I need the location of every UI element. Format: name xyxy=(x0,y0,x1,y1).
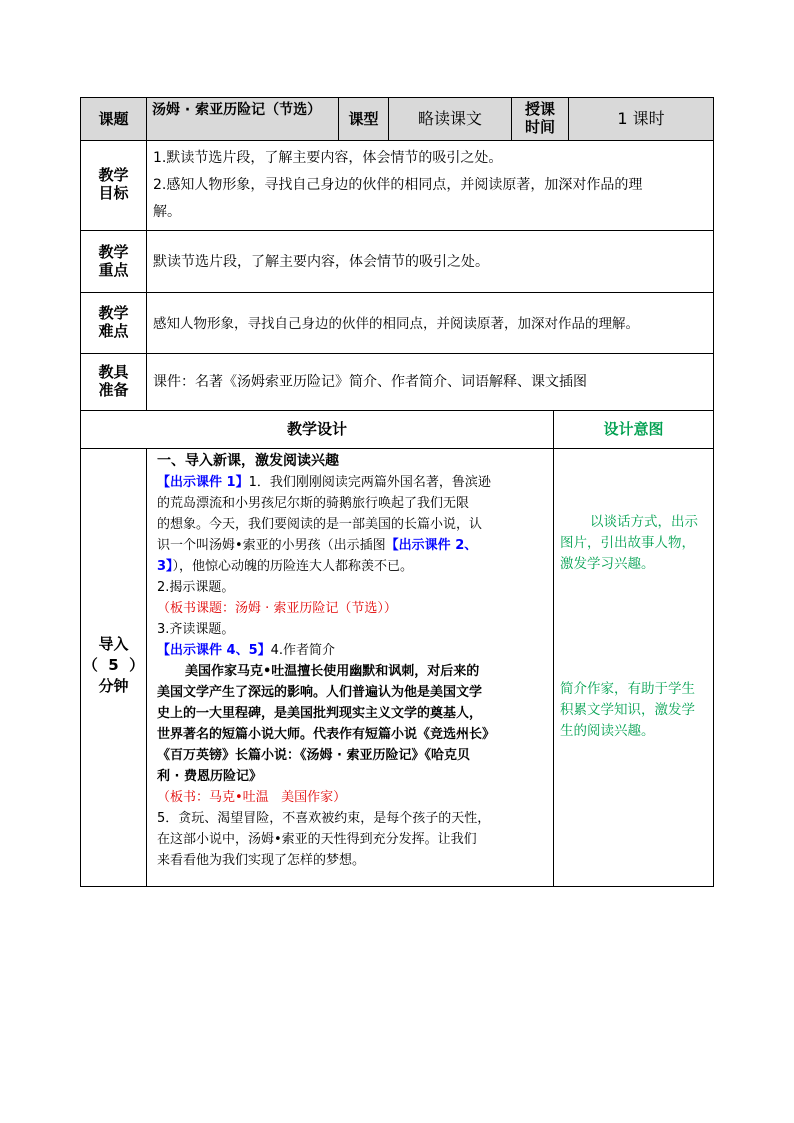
section-label-line3: 分钟 xyxy=(98,677,129,695)
section-line: 的荒岛漂流和小男孩尼尔斯的骑鹅旅行唤起了我们无限 xyxy=(157,496,470,511)
section-content xyxy=(157,451,551,871)
table-border-left xyxy=(80,97,81,887)
board-note: （板书：马克•吐温 美国作家） xyxy=(157,790,347,805)
type-label: 课型 xyxy=(348,110,379,128)
table-line xyxy=(80,292,714,293)
author-intro-line: 史上的一大里程碑，是美国批判现实主义文学的奠基人， xyxy=(157,706,483,721)
section-line: 2.揭示课题。 xyxy=(157,580,235,595)
intent-line: 激发学习兴趣。 xyxy=(560,556,655,572)
section-label xyxy=(81,634,146,697)
section-line: 的想象。今天，我们要阅读的是一部美国的长篇小说，认 xyxy=(157,517,483,532)
intent-line: 简介作家，有助于学生 xyxy=(560,681,695,697)
intent-line: 以谈话方式，出示 xyxy=(590,514,698,530)
design-header-right: 设计意图 xyxy=(603,420,664,438)
table-line xyxy=(146,97,147,410)
section-line xyxy=(157,640,551,661)
time-value: 1 课时 xyxy=(617,109,665,128)
table-line xyxy=(80,410,714,411)
section-label-line2: （ 5 ） xyxy=(82,656,145,674)
section-line: 3.齐读课题。 xyxy=(157,622,235,637)
intent-line: 图片，引出故事人物， xyxy=(560,535,695,551)
section-text: 识一个叫汤姆•索亚的小男孩（出示插图 xyxy=(157,538,386,553)
board-note: （板书课题：汤姆 · 索亚历险记（节选）） xyxy=(157,601,397,616)
section-line xyxy=(157,556,551,577)
goals-content xyxy=(153,148,711,223)
section-line: 在这部小说中，汤姆•索亚的天性得到充分发挥。让我们 xyxy=(157,832,477,847)
time-label-line2: 时间 xyxy=(524,118,555,136)
goals-line: 1.默读节选片段，了解主要内容，体会情节的吸引之处。 xyxy=(153,150,503,166)
author-intro-line: 世界著名的短篇小说大师。代表作有短篇小说《竞选州长》 xyxy=(157,727,496,742)
materials-label xyxy=(81,363,146,399)
materials-content: 课件：名著《汤姆索亚历险记》简介、作者简介、词语解释、课文插图 xyxy=(153,374,587,390)
section-line xyxy=(157,472,551,493)
table-border-bottom xyxy=(80,886,714,887)
topic-value: 汤姆 · 索亚历险记（节选） xyxy=(152,102,322,118)
goals-line: 2.感知人物形象，寻找自己身边的伙伴的相同点，并阅读原著，加深对作品的理 xyxy=(153,177,643,193)
difficulties-label-line2: 难点 xyxy=(98,322,129,340)
topic-label: 课题 xyxy=(98,110,129,128)
table-line xyxy=(80,140,714,141)
courseware-tag: 【出示课件 2、 xyxy=(385,538,478,553)
courseware-tag: 3】 xyxy=(157,559,173,574)
design-header-left: 教学设计 xyxy=(286,420,347,438)
author-intro-line: 利 · 费恩历险记》 xyxy=(157,769,262,784)
materials-label-line2: 准备 xyxy=(98,381,129,399)
author-intro-line: 美国作家马克•吐温擅长使用幽默和讽刺，对后来的 xyxy=(185,664,480,679)
time-label-line1: 授课 xyxy=(524,100,555,118)
section-heading: 一、导入新课，激发阅读兴趣 xyxy=(157,453,339,469)
materials-label-line1: 教具 xyxy=(98,363,129,381)
section-text: 4.作者简介 xyxy=(270,643,336,658)
intent-paragraph-1 xyxy=(560,512,713,575)
table-line xyxy=(80,353,714,354)
section-line xyxy=(157,535,551,556)
time-label xyxy=(512,100,568,136)
table-line xyxy=(80,230,714,231)
section-text: ），他惊心动魄的历险连大人都称羡不已。 xyxy=(172,559,414,574)
goals-line: 解。 xyxy=(153,204,181,220)
section-label-line1: 导入 xyxy=(98,635,129,653)
intent-line: 生的阅读兴趣。 xyxy=(560,723,655,739)
section-line: 来看看他为我们实现了怎样的梦想。 xyxy=(157,853,366,868)
table-border-right xyxy=(713,97,714,887)
key-points-label xyxy=(81,243,146,279)
difficulties-label-line1: 教学 xyxy=(98,304,129,322)
intent-paragraph-2 xyxy=(560,679,713,742)
table-line xyxy=(80,448,714,449)
goals-label-line2: 目标 xyxy=(98,184,129,202)
key-points-label-line1: 教学 xyxy=(98,243,129,261)
courseware-tag: 【出示课件 4、5】 xyxy=(157,643,271,658)
key-points-content: 默读节选片段，了解主要内容，体会情节的吸引之处。 xyxy=(153,254,489,270)
intent-line: 积累文学知识，激发学 xyxy=(560,702,695,718)
goals-label-line1: 教学 xyxy=(98,166,129,184)
section-line: 5．贪玩、渴望冒险，不喜欢被约束，是每个孩子的天性， xyxy=(157,811,491,826)
table-line xyxy=(146,448,147,887)
key-points-label-line2: 重点 xyxy=(98,261,129,279)
type-value: 略读课文 xyxy=(417,109,482,128)
difficulties-content: 感知人物形象，寻找自己身边的伙伴的相同点，并阅读原著，加深对作品的理解。 xyxy=(153,316,639,332)
goals-label xyxy=(81,166,146,202)
author-intro-line: 《百万英镑》长篇小说：《汤姆 · 索亚历险记》《哈克贝 xyxy=(157,748,470,763)
difficulties-label xyxy=(81,304,146,340)
section-text: 1．我们刚刚阅读完两篇外国名著，鲁滨逊 xyxy=(248,475,491,490)
courseware-tag: 【出示课件 1】 xyxy=(157,475,249,490)
table-border-top xyxy=(80,97,714,98)
author-intro-line: 美国文学产生了深远的影响。人们普遍认为他是美国文学 xyxy=(157,685,483,700)
table-line xyxy=(553,410,554,887)
